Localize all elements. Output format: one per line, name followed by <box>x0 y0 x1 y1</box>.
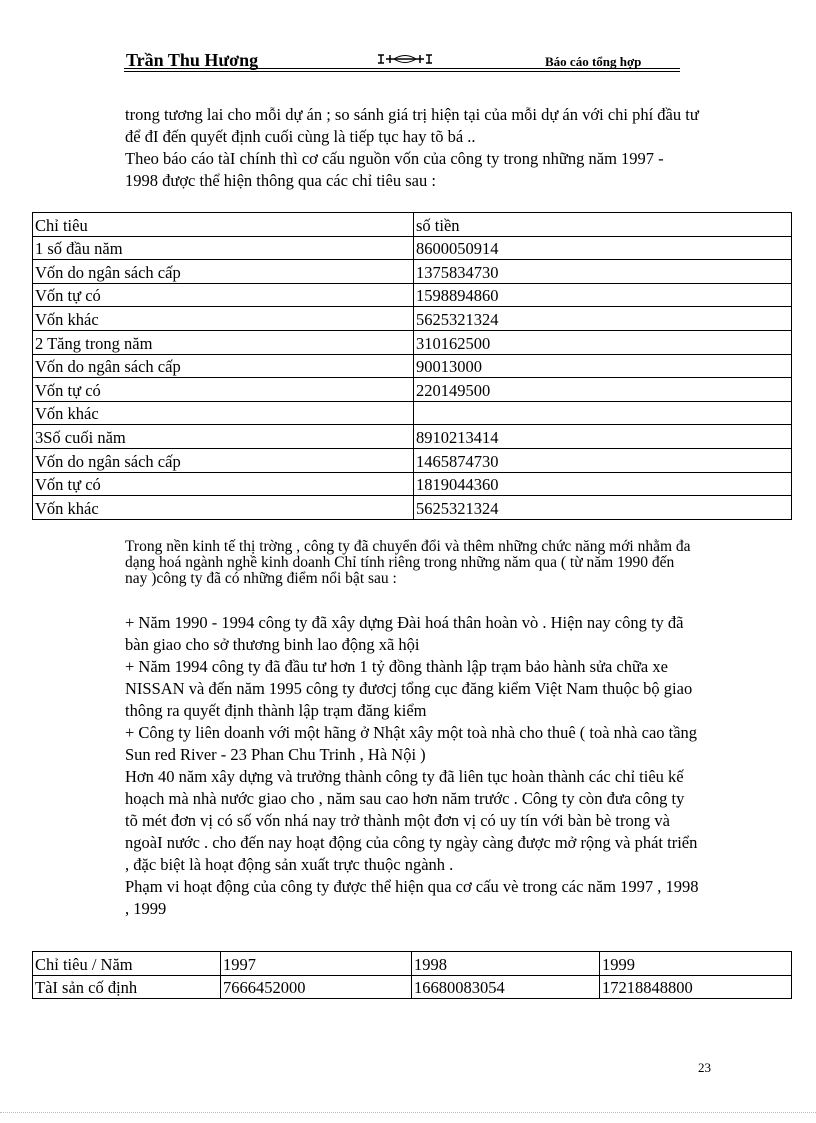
table-cell: 3Số cuối năm <box>33 425 414 449</box>
table-cell: 8910213414 <box>414 425 792 449</box>
table-cell: 1375834730 <box>414 260 792 284</box>
highlight-item: Hơn 40 năm xây dựng và trưởng thành công ty đã liên tục hoàn thành các chỉ tiêu kế hoạch mà nhà nước giao cho , năm sau cao hơn năm trước . Công ty còn đưa công ty tõ mét đơn vị có số vốn nhá nay trở thành một đơn vị có uy tín với bàn bè trong và ngoàI nước . cho đến nay hoạt động của công ty ngày càng được mở rộng và phát triển , đặc biệt là hoạt động sản xuất trực thuộc ngành . <box>125 767 698 874</box>
table-cell: 1 số đầu năm <box>33 236 414 260</box>
header-rule <box>124 68 680 69</box>
table-cell: Vốn do ngân sách cấp <box>33 354 414 378</box>
table-header-cell: Chỉ tiêu <box>33 213 414 237</box>
table-cell: 2 Tăng trong năm <box>33 330 414 354</box>
table-cell: 8600050914 <box>414 236 792 260</box>
header-rule-double <box>124 71 680 72</box>
table-cell: 5625321324 <box>414 496 792 520</box>
table-header-cell: số tiền <box>414 213 792 237</box>
table-cell: 220149500 <box>414 378 792 402</box>
capital-table <box>32 212 792 520</box>
table-row <box>33 448 792 472</box>
table-cell: 7666452000 <box>221 975 412 999</box>
intro-text <box>125 104 700 192</box>
table-row <box>33 307 792 331</box>
table-cell: Vốn khác <box>33 307 414 331</box>
table-row <box>33 496 792 520</box>
table-row <box>33 425 792 449</box>
table-cell: 90013000 <box>414 354 792 378</box>
table-cell: TàI sản cố định <box>33 975 221 999</box>
highlight-item: + Năm 1994 công ty đã đầu tư hơn 1 tỷ đồng thành lập trạm bảo hành sửa chữa xe NISSAN và đến năm 1995 công ty đươcj tổng cục đăng kiểm Việt Nam thuộc bộ giao thông ra quyết định thành lập trạm đăng kiểm <box>125 657 693 720</box>
table-row <box>33 354 792 378</box>
footer-divider <box>0 1112 816 1113</box>
table-row <box>33 378 792 402</box>
highlight-item: + Năm 1990 - 1994 công ty đã xây dựng Đài hoá thân hoàn vò . Hiện nay công ty đã bàn giao cho sở thương binh lao động xã hội <box>125 613 684 654</box>
intro-paragraph: Theo báo cáo tàI chính thì cơ cấu nguồn vốn của công ty trong những năm 1997 - 1998 được thể hiện thông qua các chỉ tiêu sau : <box>125 149 664 190</box>
ornament-icon <box>376 52 434 66</box>
table-header-row <box>33 213 792 237</box>
table-cell: 1598894860 <box>414 283 792 307</box>
table-row <box>33 472 792 496</box>
table-cell: 1465874730 <box>414 448 792 472</box>
table-header-cell: 1998 <box>412 952 600 976</box>
table-row <box>33 236 792 260</box>
market-paragraph: Trong nền kinh tế thị trờng , công ty đã chuyển đổi và thêm những chức năng mới nhằm đa dạng hoá ngành nghề kinh doanh Chỉ tính riêng trong những năm qua ( từ năm 1990 đến nay )công ty đã có những điểm nổi bật sau : <box>125 538 691 587</box>
table-cell: 17218848800 <box>600 975 792 999</box>
table-header-cell: 1999 <box>600 952 792 976</box>
table-cell: Vốn do ngân sách cấp <box>33 448 414 472</box>
table-cell: Vốn tự có <box>33 283 414 307</box>
table-cell: 16680083054 <box>412 975 600 999</box>
table-cell: Vốn khác <box>33 496 414 520</box>
table-header-row <box>33 952 792 976</box>
highlight-item: + Công ty liên doanh với một hãng ở Nhật xây một toà nhà cho thuê ( toà nhà cao tầng Sun red River - 23 Phan Chu Trinh , Hà Nội ) <box>125 723 698 764</box>
page-number: 23 <box>698 1060 711 1075</box>
table-cell: 1819044360 <box>414 472 792 496</box>
table-cell: 310162500 <box>414 330 792 354</box>
header-author: Trần Thu Hương <box>126 50 259 70</box>
table-row <box>33 975 792 999</box>
table-row <box>33 283 792 307</box>
table-cell: Vốn tự có <box>33 378 414 402</box>
intro-paragraph: trong tương lai cho mỗi dự án ; so sánh giá trị hiện tại của mỗi dự án với chi phí đầu tư để đI đến quyết định cuối cùng là tiếp tục hay tõ bá .. <box>125 105 699 146</box>
table-header-cell: Chỉ tiêu / Năm <box>33 952 221 976</box>
table-cell: Vốn do ngân sách cấp <box>33 260 414 284</box>
table-cell: Vốn tự có <box>33 472 414 496</box>
highlights-section <box>125 612 700 920</box>
header-title: Báo cáo tổng hợp <box>545 54 642 69</box>
table-header-cell: 1997 <box>221 952 412 976</box>
asset-table <box>32 951 792 999</box>
table-row <box>33 260 792 284</box>
highlight-item: Phạm vi hoạt động của công ty được thể hiện qua cơ cấu vè trong các năm 1997 , 1998 , 1999 <box>125 877 699 918</box>
table-cell <box>414 401 792 425</box>
table-row <box>33 401 792 425</box>
table-row <box>33 330 792 354</box>
table-cell: Vốn khác <box>33 401 414 425</box>
table-cell: 5625321324 <box>414 307 792 331</box>
